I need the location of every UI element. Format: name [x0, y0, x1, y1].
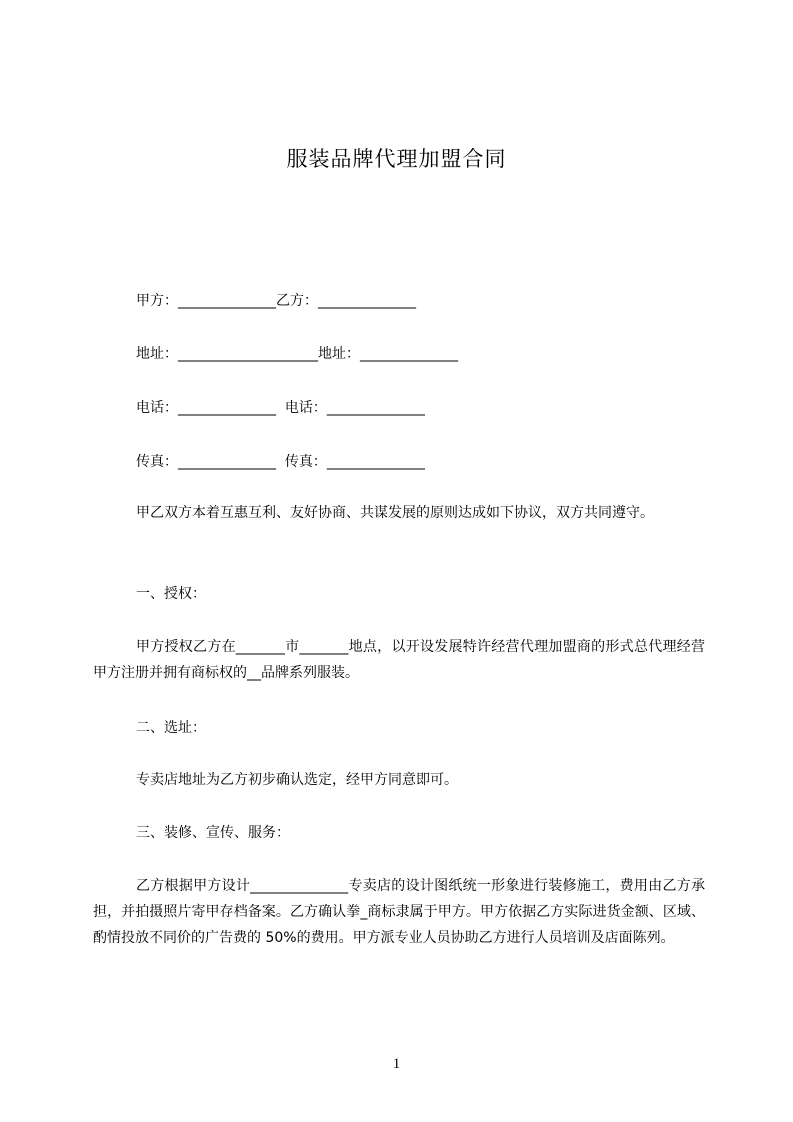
section-heading-site-selection: 二、选址：: [136, 720, 206, 736]
site-selection-paragraph: 专卖店地址为乙方初步确认选定，经甲方同意即可。: [136, 772, 458, 788]
decoration-paragraph: 乙方根据甲方设计______________专卖店的设计图纸统一形象进行装修施工，费用由乙方承担，并拍摄照片寄甲存档备案。乙方确认拳_商标隶属于甲方。甲方依据乙方实际进货金额、区域、酌情投放不同价的广告费的 50%的费用。甲方派专业人员协助乙方进行人员培训及店面陈列。: [93, 878, 705, 946]
intro-paragraph: 甲乙双方本着互惠互利、友好协商、共谋发展的原则达成如下协议，双方共同遵守。: [136, 505, 654, 521]
section-heading-decoration: 三、装修、宣传、服务：: [136, 825, 290, 841]
authorization-paragraph: 甲方授权乙方在_______市_______地点，以开设发展特许经营代理加盟商的形式总代理经营甲方注册并拥有商标权的__品牌系列服装。: [93, 639, 705, 681]
party-fax-line: 传真：______________ 传真：______________: [136, 454, 425, 470]
party-name-line: 甲方：______________乙方：______________: [136, 293, 416, 309]
party-address-line: 地址：____________________地址：______________: [136, 346, 458, 362]
page-number: 1: [392, 1056, 401, 1072]
document-title: 服装品牌代理加盟合同: [286, 147, 507, 171]
section-heading-authorization: 一、授权：: [136, 586, 206, 602]
party-phone-line: 电话：______________ 电话：______________: [136, 400, 425, 416]
